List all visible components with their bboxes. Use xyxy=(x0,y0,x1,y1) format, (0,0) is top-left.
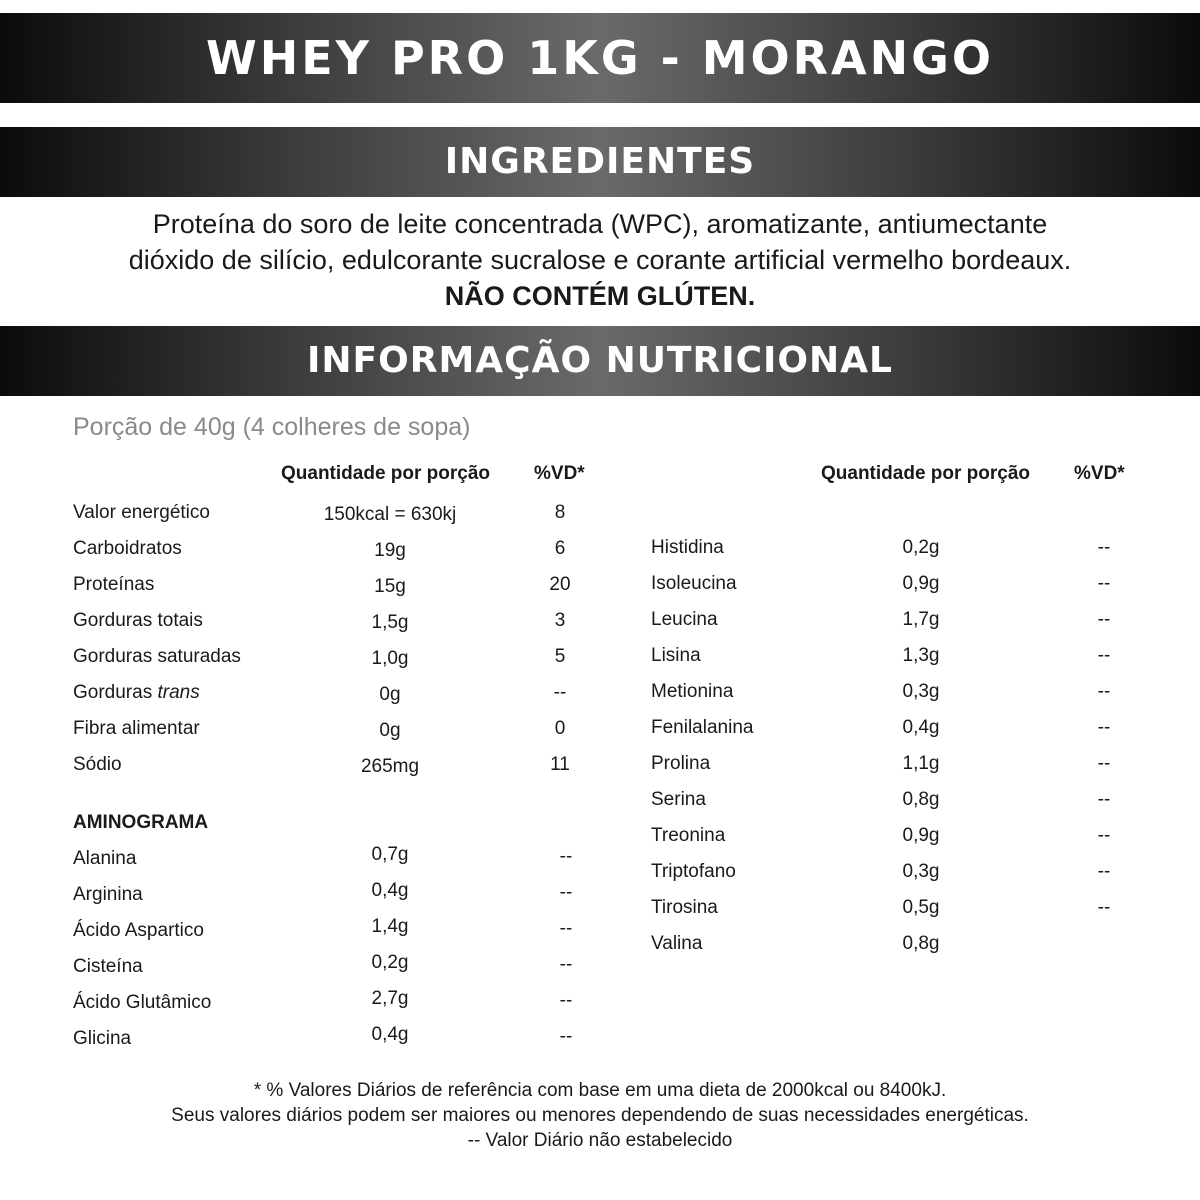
amino-vd: -- xyxy=(1097,609,1111,630)
amino-vd: -- xyxy=(1097,681,1111,702)
amino-quantity: 1,3g xyxy=(902,645,940,666)
nutrient-quantity: 19g xyxy=(374,540,406,561)
amino-vd: -- xyxy=(559,918,573,939)
nutrient-name: Fibra alimentar xyxy=(73,718,200,739)
amino-vd: -- xyxy=(559,1026,573,1047)
amino-name: Prolina xyxy=(651,753,711,774)
amino-vd: -- xyxy=(1097,717,1111,738)
amino-vd: -- xyxy=(1097,897,1111,918)
nutrient-quantity: 150kcal = 630kj xyxy=(323,504,457,525)
gluten-note: NÃO CONTÉM GLÚTEN. xyxy=(444,281,756,311)
amino-quantity: 0,9g xyxy=(902,573,940,594)
amino-name: Serina xyxy=(651,789,706,810)
amino-vd: -- xyxy=(1097,861,1111,882)
nutrient-quantity: 15g xyxy=(374,576,406,597)
nutrient-name: Gorduras saturadas xyxy=(73,646,241,667)
nutrient-quantity: 1,0g xyxy=(371,648,409,669)
amino-vd: -- xyxy=(559,954,573,975)
nutrient-vd: 5 xyxy=(554,646,566,667)
nutrient-name-text: Gorduras xyxy=(73,682,158,703)
amino-name: Treonina xyxy=(651,825,726,846)
nutrient-quantity: 265mg xyxy=(360,756,420,777)
amino-quantity: 0,9g xyxy=(902,825,940,846)
header-qty-right: Quantidade por porção xyxy=(821,463,1031,484)
nutrient-name: Gorduras totais xyxy=(73,610,203,631)
ingredients-line-2: dióxido de silício, edulcorante sucralose e corante artificial vermelho bordeaux. xyxy=(128,245,1072,275)
amino-vd: -- xyxy=(1097,825,1111,846)
amino-name: Leucina xyxy=(651,609,718,630)
amino-name: Isoleucina xyxy=(651,573,737,594)
nutrient-vd: 3 xyxy=(554,610,566,631)
portion-size: Porção de 40g (4 colheres de sopa) xyxy=(73,413,471,441)
header-vd-left: %VD* xyxy=(534,463,585,484)
product-title: WHEY PRO 1KG - MORANGO xyxy=(0,13,1200,103)
nutrient-quantity: 1,5g xyxy=(371,612,409,633)
amino-name: Histidina xyxy=(651,537,724,558)
amino-quantity: 0,4g xyxy=(371,1024,409,1045)
amino-vd: -- xyxy=(559,990,573,1011)
nutrient-name-italic: trans xyxy=(157,682,200,703)
nutrient-name xyxy=(73,682,200,704)
amino-name: Ácido Aspartico xyxy=(73,920,204,941)
amino-quantity: 0,8g xyxy=(902,933,940,954)
amino-vd: -- xyxy=(1097,573,1111,594)
nutrient-name: Sódio xyxy=(73,754,122,775)
amino-quantity: 0,4g xyxy=(902,717,940,738)
amino-quantity: 2,7g xyxy=(371,988,409,1009)
amino-quantity: 0,7g xyxy=(371,844,409,865)
amino-quantity: 0,2g xyxy=(902,537,940,558)
amino-name: Cisteína xyxy=(73,956,143,977)
amino-name: Ácido Glutâmico xyxy=(73,992,212,1013)
amino-name: Fenilalanina xyxy=(651,717,754,738)
amino-quantity: 0,5g xyxy=(902,897,940,918)
nutrient-name: Proteínas xyxy=(73,574,155,595)
amino-name: Glicina xyxy=(73,1028,132,1049)
amino-name: Alanina xyxy=(73,848,137,869)
nutrient-name: Valor energético xyxy=(73,502,210,523)
amino-name: Arginina xyxy=(73,884,143,905)
amino-quantity: 1,1g xyxy=(902,753,940,774)
nutrient-vd: 20 xyxy=(549,574,571,595)
ingredients-text xyxy=(0,206,1200,314)
amino-name: Triptofano xyxy=(651,861,736,882)
nutrient-vd: -- xyxy=(553,682,567,703)
amino-quantity: 1,4g xyxy=(371,916,409,937)
amino-name: Tirosina xyxy=(651,897,718,918)
nutrient-vd: 11 xyxy=(550,754,570,775)
footnote-line-2: Seus valores diários podem ser maiores ou menores dependendo de suas necessidades energéticas. xyxy=(171,1105,1029,1126)
nutrient-vd: 0 xyxy=(554,718,566,739)
footnote-line-3: -- Valor Diário não estabelecido xyxy=(467,1130,733,1151)
amino-name: Metionina xyxy=(651,681,734,702)
amino-quantity: 0,3g xyxy=(902,681,940,702)
header-qty-left: Quantidade por porção xyxy=(281,463,491,484)
aminogram-title: AMINOGRAMA xyxy=(73,812,209,833)
amino-quantity: 0,3g xyxy=(902,861,940,882)
nutrient-vd: 8 xyxy=(554,502,566,523)
amino-quantity: 0,4g xyxy=(371,880,409,901)
ingredients-heading: INGREDIENTES xyxy=(0,127,1200,197)
nutrient-vd: 6 xyxy=(554,538,566,559)
amino-quantity: 0,8g xyxy=(902,789,940,810)
amino-vd: -- xyxy=(1097,537,1111,558)
footnote-line-1: * % Valores Diários de referência com base em uma dieta de 2000kcal ou 8400kJ. xyxy=(253,1080,947,1101)
footnote xyxy=(0,1078,1200,1153)
nutrient-name: Carboidratos xyxy=(73,538,182,559)
nutrition-heading: INFORMAÇÃO NUTRICIONAL xyxy=(0,326,1200,396)
amino-vd: -- xyxy=(1097,789,1111,810)
amino-vd: -- xyxy=(559,882,573,903)
header-vd-right: %VD* xyxy=(1074,463,1125,484)
nutrient-quantity: 0g xyxy=(379,720,401,741)
amino-quantity: 1,7g xyxy=(902,609,940,630)
amino-name: Lisina xyxy=(651,645,701,666)
amino-name: Valina xyxy=(651,933,703,954)
amino-vd: -- xyxy=(1097,645,1111,666)
amino-quantity: 0,2g xyxy=(371,952,409,973)
ingredients-line-1: Proteína do soro de leite concentrada (WPC), aromatizante, antiumectante xyxy=(152,209,1048,239)
nutrient-quantity: 0g xyxy=(379,684,401,705)
amino-vd: -- xyxy=(559,846,573,867)
amino-vd: -- xyxy=(1097,753,1111,774)
